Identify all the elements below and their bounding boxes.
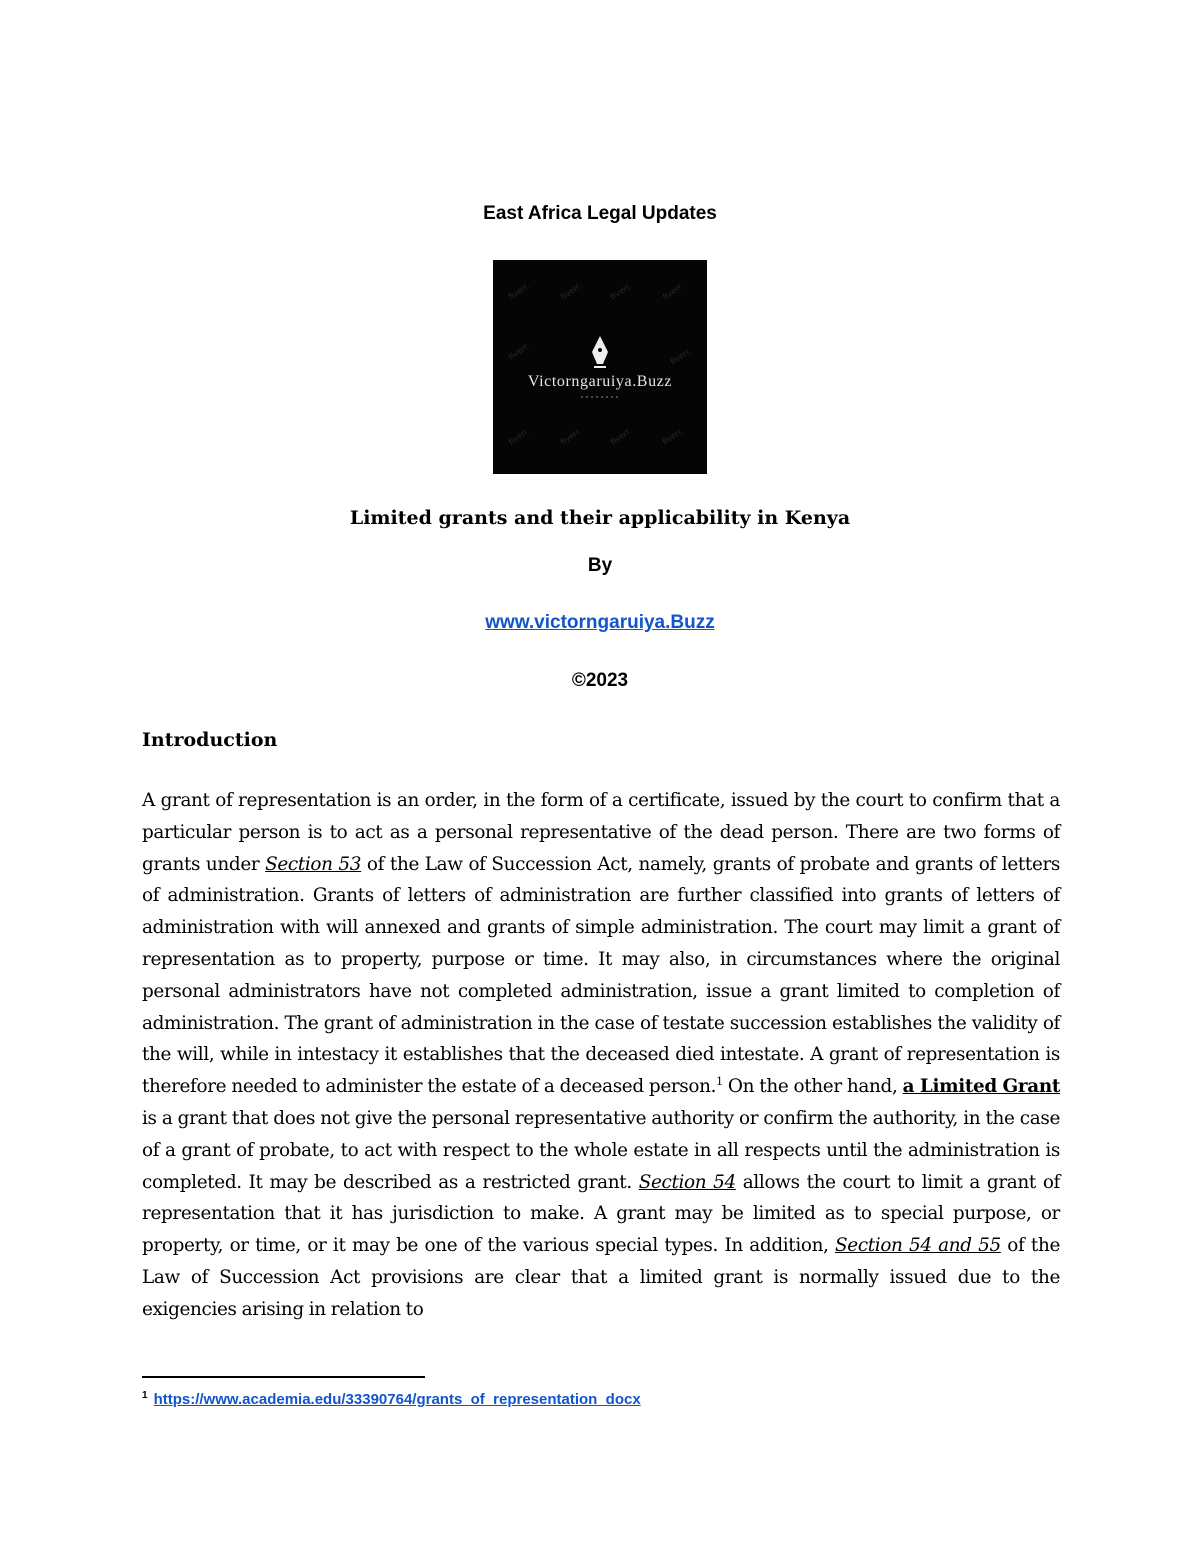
logo-background bbox=[493, 260, 707, 474]
section-54-55-reference: Section 54 and 55 bbox=[835, 1235, 1001, 1257]
limited-grant-term: a Limited Grant bbox=[902, 1076, 1060, 1098]
text-run: of the Law of Succession Act, namely, grants of probate and grants of letters of administration. Grants of letters of administration are further classified into grants of letters of administration with will annexed and grants of simple administration. The court may limit a grant of representation as to property, purpose or time. It may also, in circumstances where the original personal administrators have not completed administration, issue a grant limited to completion of administration. The grant of administration in the case of testate succession establishes the validity of the will, while in intestacy it establishes that the deceased died intestate. A grant of representation is therefore needed to administer the estate of a deceased person. bbox=[142, 853, 1061, 1098]
text-run: is a grant that does not give the personal representative authority or confirm the authority, in the case of a grant of probate, to act with respect to the whole estate in all respects until the administration is completed. It may be described as a restricted grant. bbox=[142, 1107, 1060, 1193]
logo-text: Victorngaruiya.Buzz bbox=[527, 373, 673, 390]
footnote-marker[interactable]: 1 bbox=[716, 1075, 723, 1089]
svg-text:fiverr.: fiverr. bbox=[506, 281, 531, 302]
svg-text:fiverr.: fiverr. bbox=[660, 281, 685, 302]
text-run: On the other hand, bbox=[722, 1076, 903, 1098]
site-link-container bbox=[0, 612, 1200, 634]
logo bbox=[493, 260, 707, 474]
svg-text:fiverr.: fiverr. bbox=[668, 346, 693, 367]
site-link[interactable]: www.victorngaruiya.Buzz bbox=[485, 612, 715, 633]
svg-text:fiverr.: fiverr. bbox=[608, 281, 633, 302]
svg-text:fiverr.: fiverr. bbox=[558, 426, 583, 447]
footnote-separator bbox=[142, 1376, 425, 1378]
section-54-reference: Section 54 bbox=[638, 1171, 736, 1193]
byline: By bbox=[587, 555, 613, 576]
svg-text:fiverr.: fiverr. bbox=[608, 426, 633, 447]
svg-text:fiverr.: fiverr. bbox=[558, 281, 583, 302]
publication-title: East Africa Legal Updates bbox=[483, 203, 717, 224]
footnote-number: 1 bbox=[142, 1390, 148, 1401]
footnote bbox=[142, 1390, 641, 1408]
svg-text:fiverr.: fiverr. bbox=[660, 426, 685, 447]
text-run: A grant of representation is an order, in the form of a certificate, issued by the court to confirm that a particular person is to act as a personal representative of the dead person. There are two forms of grants under bbox=[142, 790, 1060, 875]
section-heading: Introduction bbox=[142, 729, 278, 751]
text-run: allows the court to limit a grant of representation that it has jurisdiction to make. A grant may be limited as to special purpose, or property, or time, or it may be one of the various special types. In addition, bbox=[142, 1171, 1061, 1257]
copyright: ©2023 bbox=[571, 670, 629, 691]
text-run: of the Law of Succession Act provisions are clear that a limited grant is normally issued due to the exigencies arising in relation to bbox=[142, 1235, 1060, 1320]
svg-text:fiverr.: fiverr. bbox=[506, 341, 531, 362]
section-53-reference: Section 53 bbox=[265, 853, 362, 875]
footnote-link[interactable]: https://www.academia.edu/33390764/grants_of_representation_docx bbox=[153, 1391, 641, 1408]
svg-text:fiverr.: fiverr. bbox=[506, 426, 531, 447]
intro-paragraph bbox=[142, 785, 1060, 1326]
document-title: Limited grants and their applicability in Kenya bbox=[349, 507, 851, 529]
